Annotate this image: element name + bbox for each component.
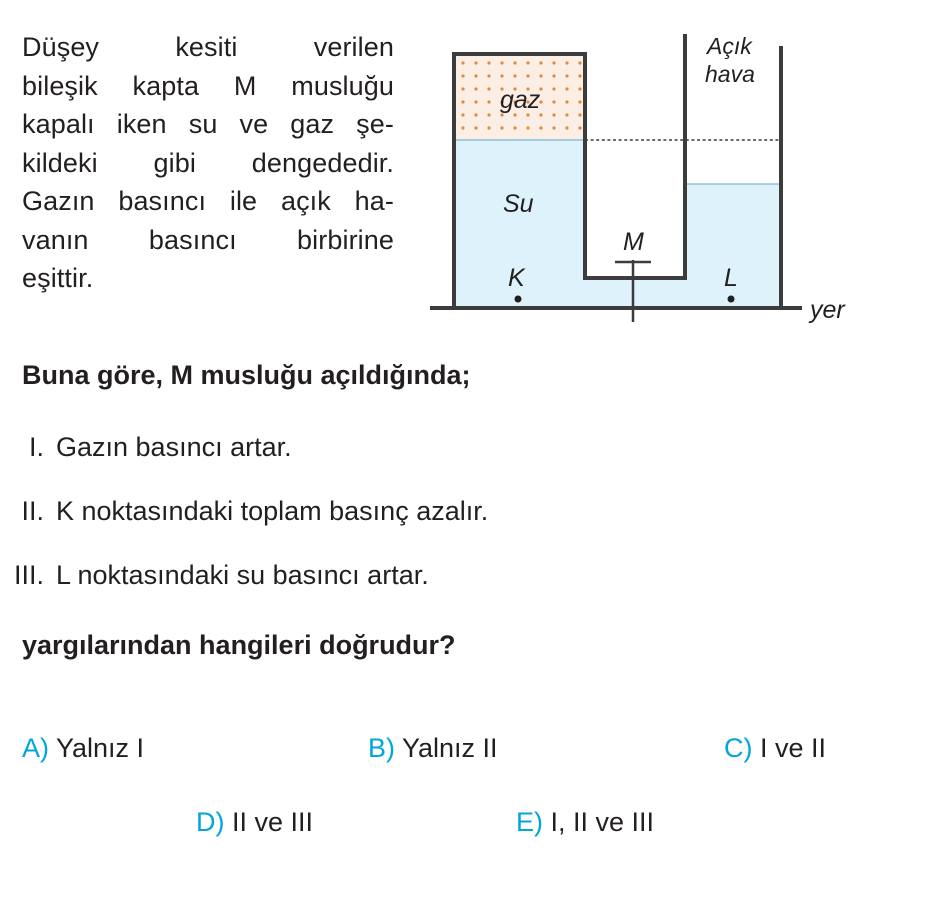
problem-statement	[22, 28, 394, 298]
option-letter: D)	[196, 807, 225, 837]
open-air-label-2: hava	[705, 61, 755, 87]
valve-label: M	[623, 228, 644, 256]
water-label: Su	[503, 190, 534, 218]
point-k-dot	[515, 296, 522, 303]
statement-text: Gazın basıncı artar.	[56, 432, 292, 462]
option-text: I ve II	[760, 733, 827, 763]
statement-number: I.	[28, 432, 44, 462]
statement-line: kildeki gibi dengededir.	[22, 147, 394, 178]
point-l-dot	[728, 296, 735, 303]
open-air-label: Açık	[707, 33, 752, 59]
option-e[interactable]	[516, 807, 654, 838]
option-letter: B)	[368, 733, 395, 763]
statement-item	[0, 560, 429, 591]
gas-label: gaz	[500, 86, 541, 114]
option-letter: A)	[22, 733, 49, 763]
question-prompt: Buna göre, M musluğu açıldığında;	[22, 360, 471, 390]
statement-line: kapalı iken su ve gaz şe-	[22, 109, 394, 139]
statement-line: eşittir.	[22, 263, 94, 293]
statement-line: Gazın basıncı ile açık ha-	[22, 186, 394, 216]
statement-number: II.	[21, 496, 44, 526]
option-letter: E)	[516, 807, 543, 837]
option-a[interactable]	[22, 733, 144, 764]
point-l-label: L	[724, 264, 738, 292]
option-b[interactable]	[368, 733, 498, 764]
option-letter: C)	[724, 733, 753, 763]
statement-number: III.	[13, 560, 44, 590]
option-text: Yalnız II	[402, 733, 498, 763]
option-text: I, II ve III	[550, 807, 655, 837]
question-closing: yargılarından hangileri doğrudur?	[22, 630, 456, 660]
statement-item	[0, 432, 292, 463]
statement-item	[0, 496, 488, 527]
option-text: Yalnız I	[56, 733, 145, 763]
connected-vessel-diagram	[420, 20, 860, 330]
statement-text: L noktasındaki su basıncı artar.	[56, 560, 429, 590]
option-c[interactable]	[724, 733, 826, 764]
statement-line: bileşik kapta M musluğu	[22, 70, 394, 101]
option-text: II ve III	[232, 807, 314, 837]
ground-label: yer	[810, 296, 845, 324]
statement-line: vanın basıncı birbirine	[22, 224, 394, 255]
statement-line: Düşey kesiti verilen	[22, 32, 394, 62]
channel-water	[585, 278, 685, 306]
option-d[interactable]	[196, 807, 313, 838]
point-k-label: K	[508, 264, 525, 292]
statement-text: K noktasındaki toplam basınç azalır.	[56, 496, 489, 526]
